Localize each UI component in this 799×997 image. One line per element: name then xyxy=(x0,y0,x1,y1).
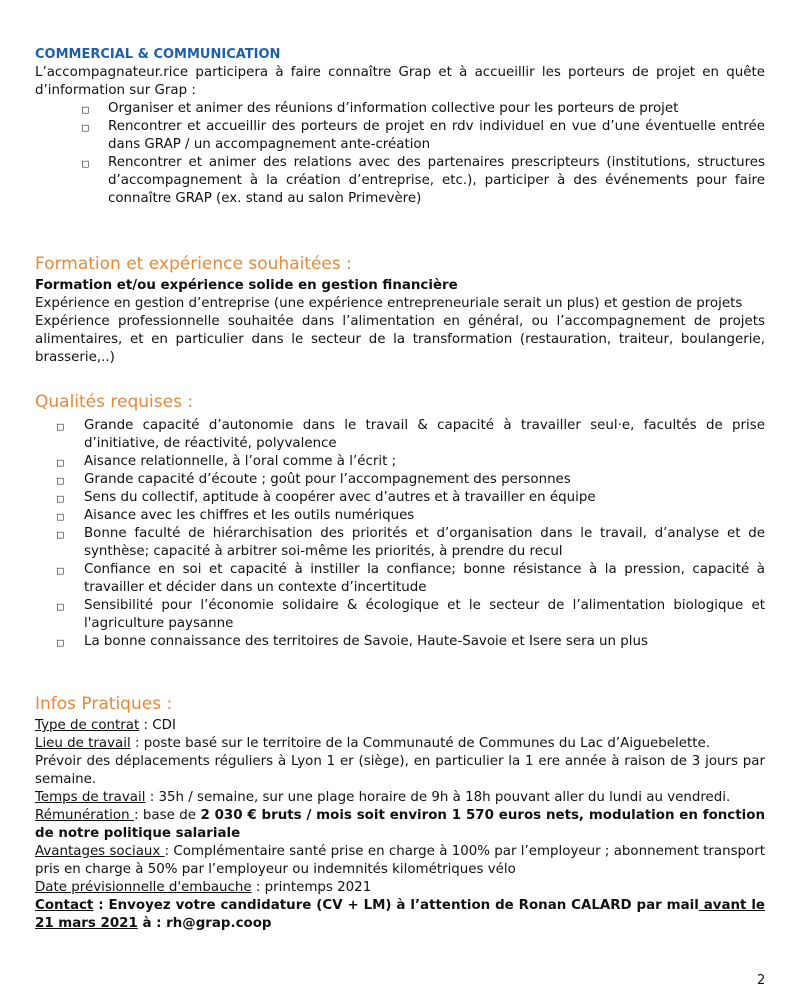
info-value: : Complémentaire santé prise en charge à 100% par l’employeur ; abonnement transport pris en charge à 50% par l’employeur ou indemnités kilométriques vélo xyxy=(35,844,765,877)
info-label: Lieu de travail xyxy=(35,736,131,751)
list-item-text: Aisance relationnelle, à l’oral comme à l’écrit ; xyxy=(84,454,397,469)
list-item xyxy=(35,633,765,651)
info-contact xyxy=(35,897,765,933)
contact-deadline: avant le 21 mars 2021 xyxy=(35,898,766,931)
qualites-list xyxy=(35,417,765,651)
info-value: : 35h / semaine, sur une plage horaire de 9h à 18h pouvant aller du lundi au vendredi. xyxy=(145,790,731,805)
list-item-text: Organiser et animer des réunions d’information collective pour les porteurs de projet xyxy=(108,101,679,116)
list-item-text: Grande capacité d’écoute ; goût pour l’accompagnement des personnes xyxy=(84,472,571,487)
contact-email[interactable]: à : rh@grap.coop xyxy=(137,916,272,931)
info-value: : poste basé sur le territoire de la Communauté de Communes du Lac d’Aiguebelette. xyxy=(130,736,710,751)
info-label: Rémunération xyxy=(35,808,134,823)
list-item xyxy=(35,561,765,597)
bullet-box-icon: □ xyxy=(57,528,64,541)
bullet-box-icon: □ xyxy=(57,492,64,505)
info-temps xyxy=(35,789,765,807)
info-value: : printemps 2021 xyxy=(251,880,372,895)
list-item-text: Confiance en soi et capacité à instiller la confiance; bonne résistance à la pression, capacité à travailler et décider dans un contexte d’incertitude xyxy=(84,562,765,595)
qualites-heading: Qualités requises : xyxy=(35,392,194,412)
list-item xyxy=(35,507,765,525)
bullet-box-icon: □ xyxy=(57,474,64,487)
list-item xyxy=(35,471,765,489)
list-item-text: La bonne connaissance des territoires de Savoie, Haute-Savoie et Isere sera un plus xyxy=(84,634,648,649)
document-page xyxy=(35,46,765,933)
info-remuneration xyxy=(35,807,765,843)
info-lieu xyxy=(35,735,765,753)
list-item xyxy=(35,489,765,507)
bullet-box-icon: □ xyxy=(82,103,89,116)
formation-heading: Formation et expérience souhaitées : xyxy=(35,254,352,274)
bullet-box-icon: □ xyxy=(57,600,64,613)
bullet-box-icon: □ xyxy=(57,564,64,577)
formation-bold-line: Formation et/ou expérience solide en gestion financière xyxy=(35,278,458,293)
list-item xyxy=(35,100,765,118)
formation-line-2: Expérience professionnelle souhaitée dans l’alimentation en général, ou l’accompagnement de projets alimentaires, et en particulier dans le secteur de la transformation (restauration, traiteur, boulangerie, brasserie,..) xyxy=(35,314,765,365)
list-item xyxy=(35,154,765,208)
commercial-list xyxy=(35,100,765,208)
bullet-box-icon: □ xyxy=(82,157,89,170)
info-label: Contact xyxy=(35,898,94,913)
info-value: : Envoyez votre candidature (CV + LM) à l’attention de Ronan CALARD par mail xyxy=(93,898,699,913)
info-label: Temps de travail xyxy=(35,790,146,805)
info-value: : base de xyxy=(133,808,201,823)
bullet-box-icon: □ xyxy=(82,121,89,134)
list-item xyxy=(35,525,765,561)
page-number: 2 xyxy=(757,973,766,988)
bullet-box-icon: □ xyxy=(57,456,64,469)
info-label: Avantages sociaux xyxy=(35,844,165,859)
info-avantages xyxy=(35,843,765,879)
info-embauche xyxy=(35,879,765,897)
info-value-bold: 2 030 € bruts / mois soit environ 1 570 euros nets, modulation en fonction de notre politique salariale xyxy=(35,808,765,841)
list-item xyxy=(35,597,765,633)
list-item xyxy=(35,453,765,471)
bullet-box-icon: □ xyxy=(57,510,64,523)
commercial-intro: L’accompagnateur.rice participera à faire connaître Grap et à accueillir les porteurs de projet en quête d’information sur Grap : xyxy=(35,65,765,98)
bullet-box-icon: □ xyxy=(57,636,64,649)
list-item-text: Rencontrer et accueillir des porteurs de projet en rdv individuel en vue d’une éventuelle entrée dans GRAP / un accompagnement ante-création xyxy=(108,119,765,152)
list-item-text: Rencontrer et animer des relations avec des partenaires prescripteurs (institutions, structures d’accompagnement à la création d’entreprise, etc.), participer à des événements pour faire connaître GRAP (ex. stand au salon Primevère) xyxy=(108,155,765,206)
list-item xyxy=(35,118,765,154)
commercial-section-title: COMMERCIAL & COMMUNICATION xyxy=(35,47,281,62)
info-value: : CDI xyxy=(139,718,176,733)
list-item xyxy=(35,417,765,453)
list-item-text: Bonne faculté de hiérarchisation des priorités et d’organisation dans le travail, d’analyse et de synthèse; capacité à arbitrer soi-même les priorités, à prendre du recul xyxy=(84,526,765,559)
list-item-text: Sens du collectif, aptitude à coopérer avec d’autres et à travailler en équipe xyxy=(84,490,596,505)
info-contrat xyxy=(35,717,765,735)
infos-heading: Infos Pratiques : xyxy=(35,694,173,714)
list-item-text: Aisance avec les chiffres et les outils numériques xyxy=(84,508,415,523)
info-deplacements: Prévoir des déplacements réguliers à Lyon 1 er (siège), en particulier la 1 ere année à raison de 3 jours par semaine. xyxy=(35,754,765,787)
bullet-box-icon: □ xyxy=(57,420,64,433)
info-label: Type de contrat xyxy=(35,718,140,733)
list-item-text: Sensibilité pour l’économie solidaire & écologique et le secteur de l’alimentation biologique et l'agriculture paysanne xyxy=(84,598,765,631)
info-label: Date prévisionnelle d'embauche xyxy=(35,880,252,895)
list-item-text: Grande capacité d’autonomie dans le travail & capacité à travailler seul·e, facultés de prise d’initiative, de réactivité, polyvalence xyxy=(84,418,765,451)
formation-line-1: Expérience en gestion d’entreprise (une expérience entrepreneuriale serait un plus) et gestion de projets xyxy=(35,296,743,311)
